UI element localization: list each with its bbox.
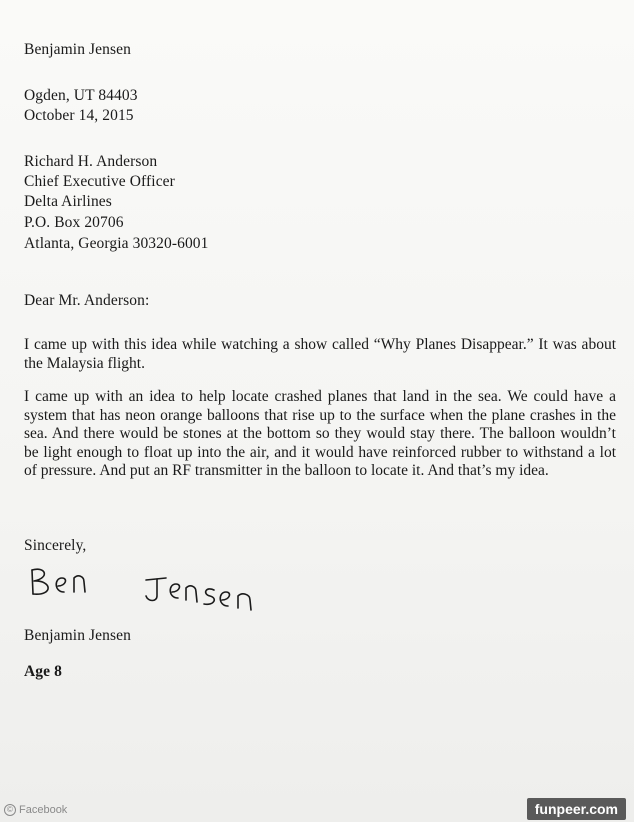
sender-city: Ogden, UT 84403 (24, 87, 138, 104)
recipient-name: Richard H. Anderson (24, 153, 158, 170)
recipient-city: Atlanta, Georgia 30320-6001 (24, 235, 209, 252)
closing: Sincerely, (24, 537, 87, 554)
paragraph-2: I came up with an idea to help locate crashed planes that land in the sea. We could have a system that has neon orange balloons that rise up to the surface when the plane crashes in the sea. And there would be stones at the bottom so they would stay there. The balloon wouldn’t be light enough to float up into the air, and it would have reinforced rubber to withstand a lot of pressure. And put an RF transmitter in the balloon to locate it. And that’s my idea. (24, 388, 616, 479)
recipient-po-box: P.O. Box 20706 (24, 214, 124, 231)
photo-credit (4, 804, 67, 816)
recipient-company: Delta Airlines (24, 193, 112, 210)
letter-date: October 14, 2015 (24, 107, 134, 124)
watermark-badge: funpeer.com (527, 798, 626, 820)
signoff-age: Age 8 (24, 663, 62, 680)
salutation: Dear Mr. Anderson: (24, 292, 150, 309)
photo-credit-text: Facebook (19, 804, 68, 816)
sender-name: Benjamin Jensen (24, 41, 131, 58)
paragraph-1: I came up with this idea while watching a show called “Why Planes Disappear.” It was about the Malaysia flight. (24, 336, 616, 372)
handwritten-signature (24, 556, 324, 626)
copyright-icon: © (4, 804, 16, 816)
signoff-name: Benjamin Jensen (24, 627, 131, 644)
recipient-title: Chief Executive Officer (24, 173, 175, 190)
